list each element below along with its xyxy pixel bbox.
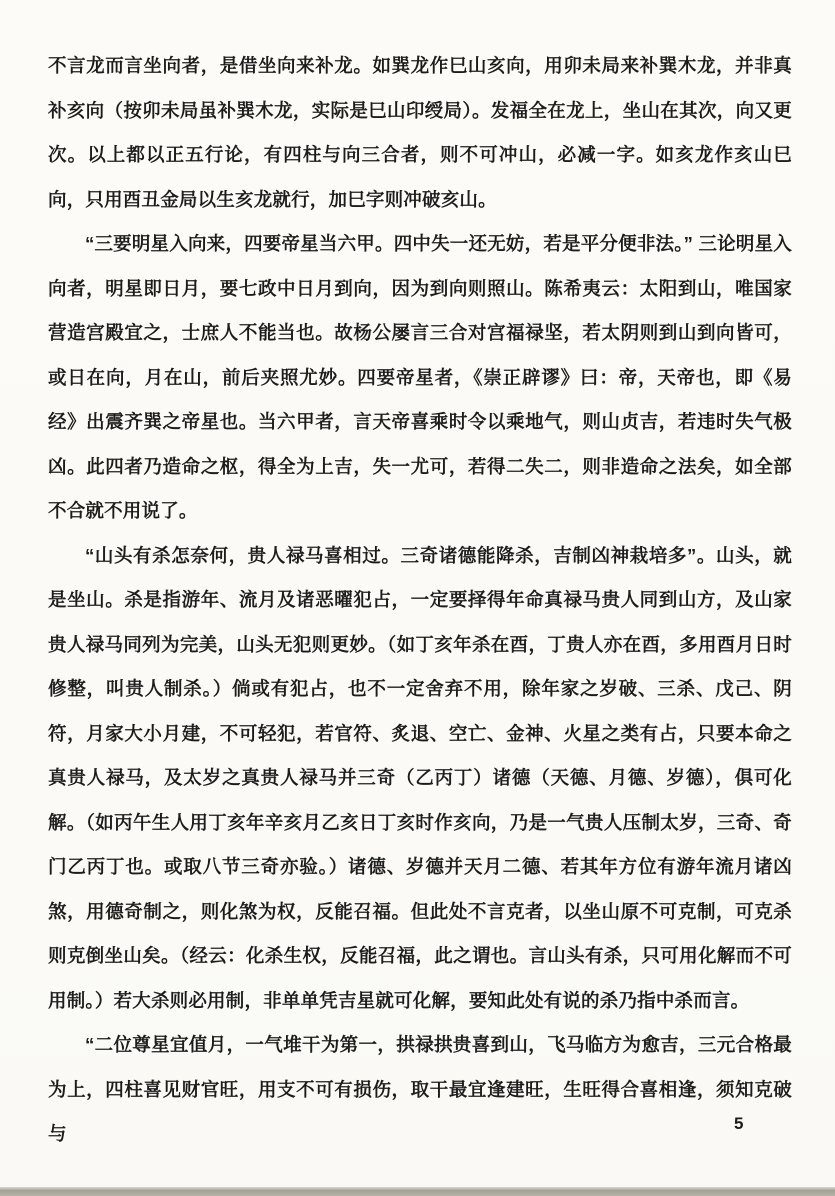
paragraph: “三要明星入向来，四要帝星当六甲。四中失一还无妨，若是平分便非法。” 三论明星入向者，明星即日月，要七政中日月到向，因为到向则照山。陈希夷云：太阳到山，唯国家营造宫殿宜之，士庶人不能当也。故杨公屡言三合对宫福禄坚，若太阴则到山到向皆可，或日在向，月在山，前后夹照尤妙。四要帝星者，《崇正辟谬》曰：帝，天帝也，即《易经》出震齐巽之帝星也。当六甲者，言天帝喜乘时令以乘地气，则山贞吉，若违时失气极凶。此四者乃造命之枢，得全为上吉，失一尤可，若得二失二，则非造命之法矣，如全部不合就不用说了。 [48,233,792,521]
paragraph: 不言龙而言坐向者，是借坐向来补龙。如巽龙作巳山亥向，用卯未局来补巽木龙，并非真补亥向（按卯未局虽补巽木龙，实际是巳山印绶局）。发福全在龙上，坐山在其次，向又更次。以上都以正五行论，有四柱与向三合者，则不可冲山，必减一字。如亥龙作亥山巳向，只用酉丑金局以生亥龙就行，加巳字则冲破亥山。 [48,55,792,210]
paragraph: “二位尊星宜值月，一气堆干为第一，拱禄拱贵喜到山，飞马临方为愈吉，三元合格最为上，四柱喜见财官旺，用支不可有损伤，取干最宜逢建旺，生旺得合喜相逢，须知克破与 [48,1034,792,1144]
body-text [48,44,792,1157]
page-number: 5 [734,1114,744,1133]
paragraph: “山头有杀怎奈何，贵人禄马喜相过。三奇诸德能降杀，吉制凶神栽培多”。山头，就是坐山。杀是指游年、流月及诸恶曜犯占，一定要择得年命真禄马贵人同到山方，及山家贵人禄马同列为完美，山头无犯则更妙。（如丁亥年杀在酉，丁贵人亦在酉，多用酉月日时修整，叫贵人制杀。）倘或有犯占，也不一定舍弃不用，除年家之岁破、三杀、戊己、阴符，月家大小月建，不可轻犯，若官符、炙退、空亡、金神、火星之类有占，只要本命之真贵人禄马，及太岁之真贵人禄马并三奇（乙丙丁）诸德（天德、月德、岁德），俱可化解。（如丙午生人用丁亥年辛亥月乙亥日丁亥时作亥向，乃是一气贵人压制太岁，三奇、奇门乙丙丁也。或取八节三奇亦验。）诸德、岁德并天月二德、若其年方位有游年流月诸凶煞，用德奇制之，则化煞为权，反能召福。但此处不言克者，以坐山原不可克制，可克杀则克倒坐山矣。（经云：化杀生权，反能召福，此之谓也。言山头有杀，只可用化解而不可用制。）若大杀则必用制，非单单凭吉星就可化解，要知此处有说的杀乃指中杀而言。 [48,544,792,1011]
scan-edge-shadow [0,1187,835,1196]
